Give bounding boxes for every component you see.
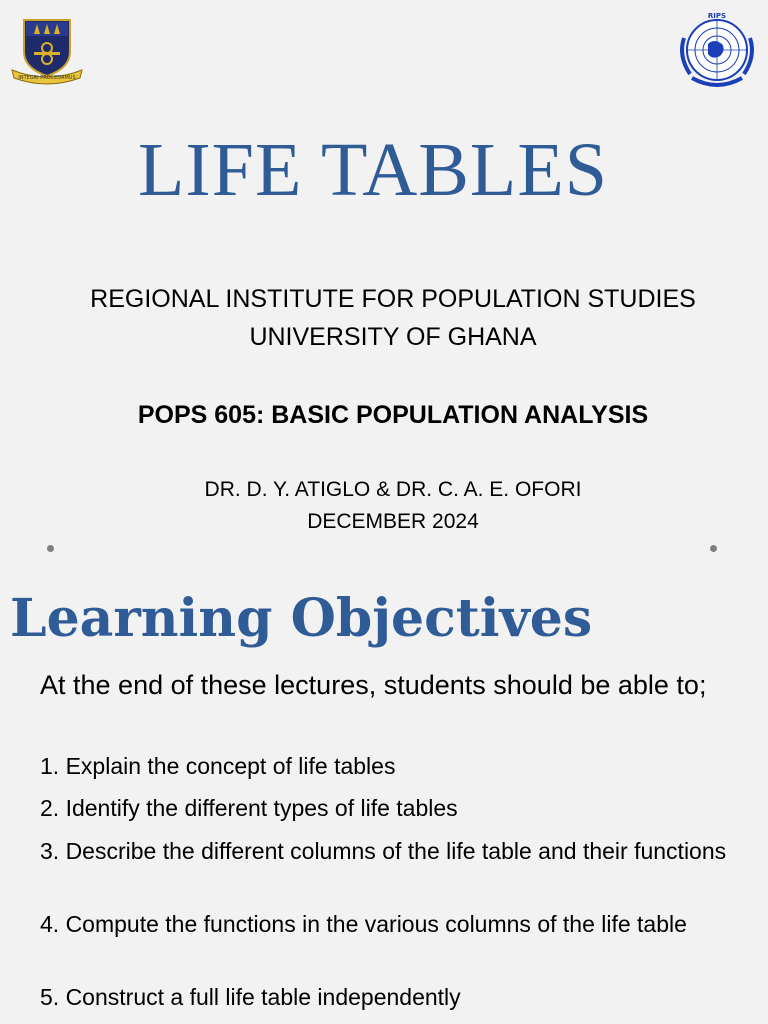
- authors: DR. D. Y. ATIGLO & DR. C. A. E. OFORI: [204, 478, 582, 501]
- objective-item: 4. Compute the functions in the various columns of the life table: [40, 911, 687, 937]
- objective-item: 3. Describe the different columns of the life table and their functions: [40, 838, 727, 864]
- rips-label: RIPS: [707, 12, 727, 20]
- slide-title: LIFE TABLES: [137, 128, 609, 212]
- university-name: UNIVERSITY OF GHANA: [249, 323, 537, 351]
- learning-objectives-heading: Learning Objectives: [10, 588, 593, 649]
- rips-un-logo: [674, 8, 760, 92]
- objective-item: 5. Construct a full life table independently: [40, 984, 461, 1010]
- institute-name: REGIONAL INSTITUTE FOR POPULATION STUDIES: [90, 285, 696, 313]
- slide-separator-dot-left: [47, 545, 54, 552]
- objective-item: 1. Explain the concept of life tables: [40, 753, 396, 779]
- objective-item: 2. Identify the different types of life tables: [40, 795, 458, 821]
- objectives-intro: At the end of these lectures, students should be able to;: [40, 670, 707, 700]
- date: DECEMBER 2024: [307, 510, 479, 533]
- crest-motto: INTEGRI PROCEDAMUS: [18, 75, 76, 81]
- university-crest-logo: [10, 18, 84, 86]
- course-title: POPS 605: BASIC POPULATION ANALYSIS: [137, 401, 649, 429]
- slide-separator-dot-right: [710, 545, 717, 552]
